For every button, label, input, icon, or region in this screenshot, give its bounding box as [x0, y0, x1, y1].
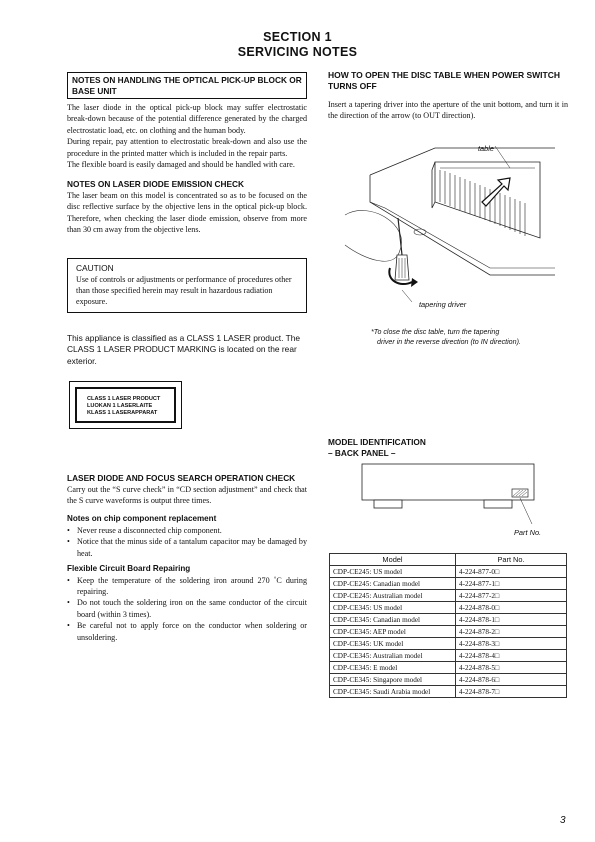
emission-check-heading: NOTES ON LASER DIODE EMISSION CHECK	[67, 179, 245, 190]
part-number-cell: 4-224-878-6□	[456, 674, 567, 686]
focus-search-heading: LASER DIODE AND FOCUS SEARCH OPERATION CHECK	[67, 473, 296, 483]
part-number-cell: 4-224-878-4□	[456, 650, 567, 662]
table-row	[330, 626, 567, 638]
laser-product-label	[69, 381, 182, 429]
list-item: • Be careful not to apply force on the conductor when soldering or unsoldering.	[67, 620, 307, 643]
laser-label-inner	[75, 387, 176, 423]
back-panel-subheading: – BACK PANEL –	[328, 448, 396, 458]
model-part-table	[329, 553, 567, 698]
caution-box	[67, 258, 307, 313]
part-number-cell: 4-224-877-1□	[456, 578, 567, 590]
flex-board-heading: Flexible Circuit Board Repairing	[67, 564, 191, 574]
part-number-cell: 4-224-878-1□	[456, 614, 567, 626]
label-table: table	[478, 144, 495, 153]
close-note-line: driver in the reverse direction (to IN direction).	[377, 337, 521, 346]
model-cell: CDP-CE345: UK model	[330, 638, 456, 650]
table-row	[330, 686, 567, 698]
table-row	[330, 638, 567, 650]
disc-table-illustration	[340, 140, 555, 315]
right-column	[328, 70, 568, 122]
class1-laser-statement: This appliance is classified as a CLASS 1 LASER product. The CLASS 1 LASER PRODUCT MARKING is located on the rear exterior.	[67, 332, 301, 366]
part-number-cell: 4-224-878-2□	[456, 626, 567, 638]
part-number-cell: 4-224-878-3□	[456, 638, 567, 650]
model-cell: CDP-CE345: E model	[330, 662, 456, 674]
model-cell: CDP-CE345: Australian model	[330, 650, 456, 662]
disc-table-instructions: Insert a tapering driver into the aperture of the unit bottom, and turn it in the direction of the arrow (to OUT direction).	[328, 100, 568, 121]
table-row	[330, 578, 567, 590]
laser-label-line: LUOKAN 1 LASERLAITE	[87, 403, 153, 409]
part-number-cell: 4-224-877-2□	[456, 590, 567, 602]
model-cell: CDP-CE345: US model	[330, 602, 456, 614]
close-note-line: *To close the disc table, turn the tapering	[371, 328, 500, 336]
model-cell: CDP-CE345: Singapore model	[330, 674, 456, 686]
focus-search-text: Carry out the “S curve check” in “CD section adjustment” and check that the S curve waveforms is output three times.	[67, 484, 307, 505]
model-cell: CDP-CE345: Canadian model	[330, 614, 456, 626]
left-column-lower	[67, 473, 307, 643]
model-cell: CDP-CE345: AEP model	[330, 626, 456, 638]
list-item: • Do not touch the soldering iron on the same conductor of the circuit board (within 3 times).	[67, 597, 307, 620]
model-cell: CDP-CE245: US model	[330, 566, 456, 578]
caution-title: CAUTION	[76, 262, 114, 273]
column-header-model: Model	[330, 554, 456, 566]
optical-pickup-paragraph-1: The laser diode in the optical pick-up block may suffer electrostatic break-down because of the potential difference generated by the charged electrostatic load, etc. on clothing and the human body.	[67, 103, 307, 135]
list-item: • Never reuse a disconnected chip component.	[67, 525, 307, 536]
part-number-cell: 4-224-878-7□	[456, 686, 567, 698]
label-part-no: Part No.	[514, 528, 542, 537]
close-table-note	[371, 328, 521, 347]
table-row	[330, 590, 567, 602]
part-number-cell: 4-224-877-0□	[456, 566, 567, 578]
section-number: SECTION 1	[263, 30, 332, 44]
caution-text: Use of controls or adjustments or performance of procedures other than those specified herein may result in hazardous radiation exposure.	[76, 274, 292, 307]
table-row	[330, 662, 567, 674]
chip-replacement-heading: Notes on chip component replacement	[67, 514, 217, 524]
list-item: • Keep the temperature of the soldering iron around 270 ˚C during repairing.	[67, 575, 307, 598]
table-row	[330, 614, 567, 626]
model-cell: CDP-CE345: Saudi Arabia model	[330, 686, 456, 698]
optical-pickup-heading: NOTES ON HANDLING THE OPTICAL PICK-UP BLOCK OR BASE UNIT	[67, 72, 307, 99]
optical-pickup-paragraph-3: The flexible board is easily damaged and should be handled with care.	[67, 160, 295, 170]
laser-label-line: CLASS 1 LASER PRODUCT	[87, 396, 161, 402]
list-item: • Notice that the minus side of a tantalum capacitor may be damaged by heat.	[67, 536, 307, 559]
left-column	[67, 72, 307, 429]
table-header-row	[330, 554, 567, 566]
emission-check-text: The laser beam on this model is concentrated so as to be focused on the disc reflective surface by the objective lens in the optical pick-up block. Therefore, when checking the laser diode emission, observe from more than 30 cm away from the objective lens.	[67, 190, 307, 235]
column-header-part-no: Part No.	[456, 554, 567, 566]
table-row	[330, 674, 567, 686]
page-title: SERVICING NOTES	[237, 45, 358, 59]
laser-label-line: KLASS 1 LASERAPPARAT	[87, 410, 158, 416]
part-number-cell: 4-224-878-5□	[456, 662, 567, 674]
back-panel-illustration	[360, 462, 555, 528]
page-number: 3	[560, 815, 566, 826]
chip-replacement-list	[67, 525, 307, 559]
table-row	[330, 650, 567, 662]
table-row	[330, 602, 567, 614]
disc-table-heading: HOW TO OPEN THE DISC TABLE WHEN POWER SWITCH TURNS OFF	[328, 70, 561, 91]
label-tapering-driver: tapering driver	[419, 300, 467, 309]
model-part-table-body	[330, 566, 567, 698]
table-row	[330, 566, 567, 578]
optical-pickup-paragraph-2: During repair, pay attention to electrostatic break-down and also use the procedure in the printed matter which is included in the repair parts.	[67, 137, 307, 158]
flex-board-list	[67, 575, 307, 643]
model-cell: CDP-CE245: Australian model	[330, 590, 456, 602]
model-cell: CDP-CE245: Canadian model	[330, 578, 456, 590]
part-number-cell: 4-224-878-0□	[456, 602, 567, 614]
model-identification-heading: MODEL IDENTIFICATION	[328, 437, 426, 447]
